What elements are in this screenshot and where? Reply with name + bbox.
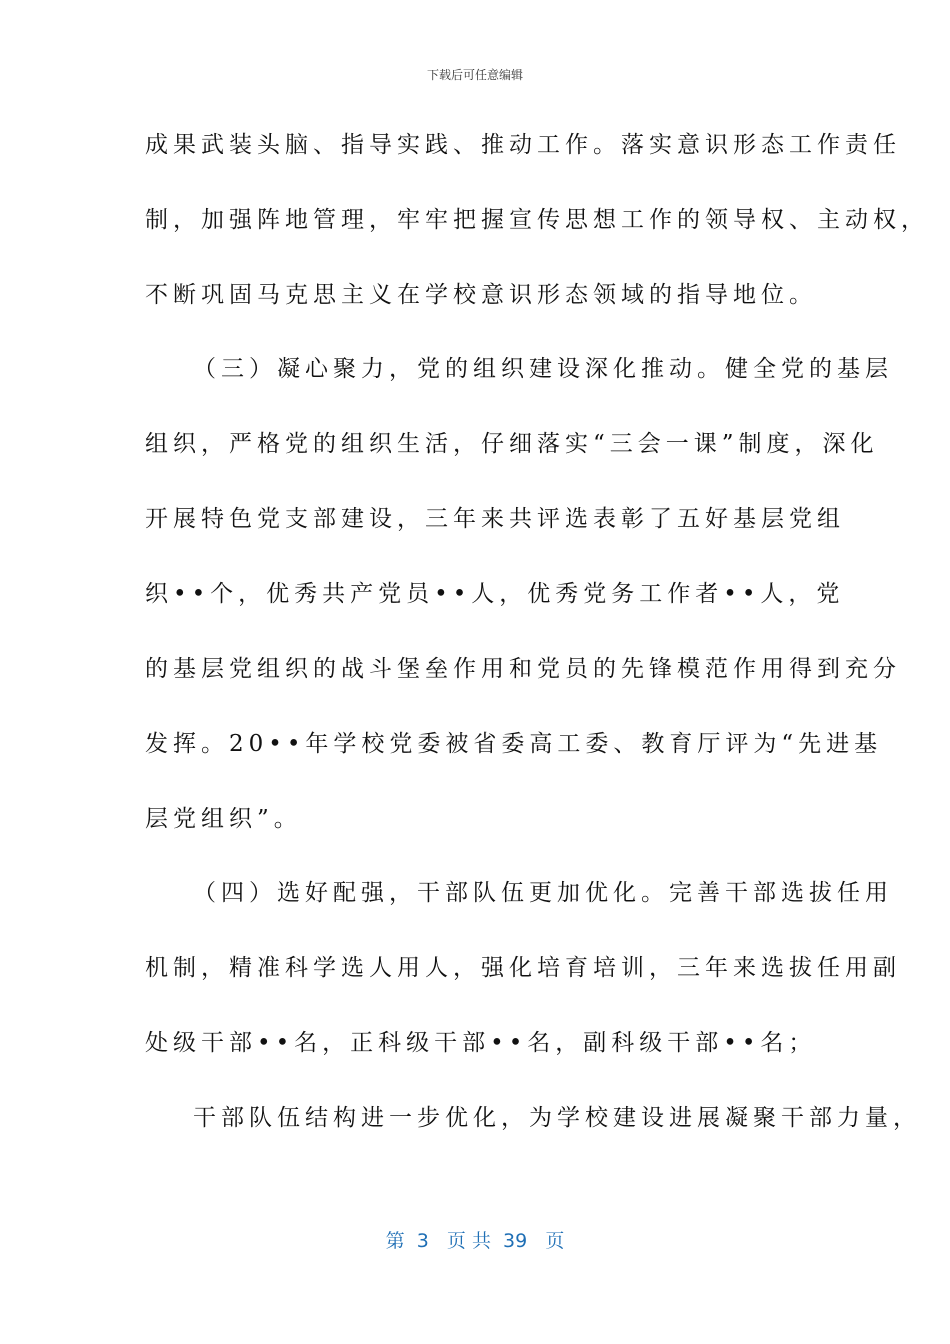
body-line: 处级干部••名，正科级干部••名，副科级干部••名； — [145, 1030, 817, 1056]
body-line: 制，加强阵地管理，牢牢把握宣传思想工作的领导权、主动权， — [145, 207, 929, 233]
body-line: 发挥。20••年学校党委被省委高工委、教育厅评为“先进基 — [145, 731, 883, 757]
body-line: 组织，严格党的组织生活，仔细落实“三会一课”制度，深化 — [145, 431, 879, 457]
body-line: 层党组织”。 — [145, 806, 302, 832]
body-line: 开展特色党支部建设，三年来共评选表彰了五好基层党组 — [145, 506, 845, 532]
body-line: 织••个，优秀共产党员••人，优秀党务工作者••人，党 — [145, 581, 845, 607]
page-header-note: 下载后可任意编辑 — [426, 68, 523, 82]
body-line: 的基层党组织的战斗堡垒作用和党员的先锋模范作用得到充分 — [145, 656, 901, 682]
paragraph-start-line: （三）凝心聚力，党的组织建设深化推动。健全党的基层 — [193, 356, 893, 382]
page-number-footer: 第 3 页 共 39 页 — [385, 1230, 565, 1252]
paragraph-start-line: 干部队伍结构进一步优化，为学校建设进展凝聚干部力量， — [193, 1105, 921, 1131]
body-line: 不断巩固马克思主义在学校意识形态领域的指导地位。 — [145, 282, 817, 308]
paragraph-start-line: （四）选好配强，干部队伍更加优化。完善干部选拔任用 — [193, 880, 893, 906]
body-line: 机制，精准科学选人用人，强化培育培训，三年来选拔任用副 — [145, 955, 901, 981]
body-line: 成果武装头脑、指导实践、推动工作。落实意识形态工作责任 — [145, 132, 901, 158]
